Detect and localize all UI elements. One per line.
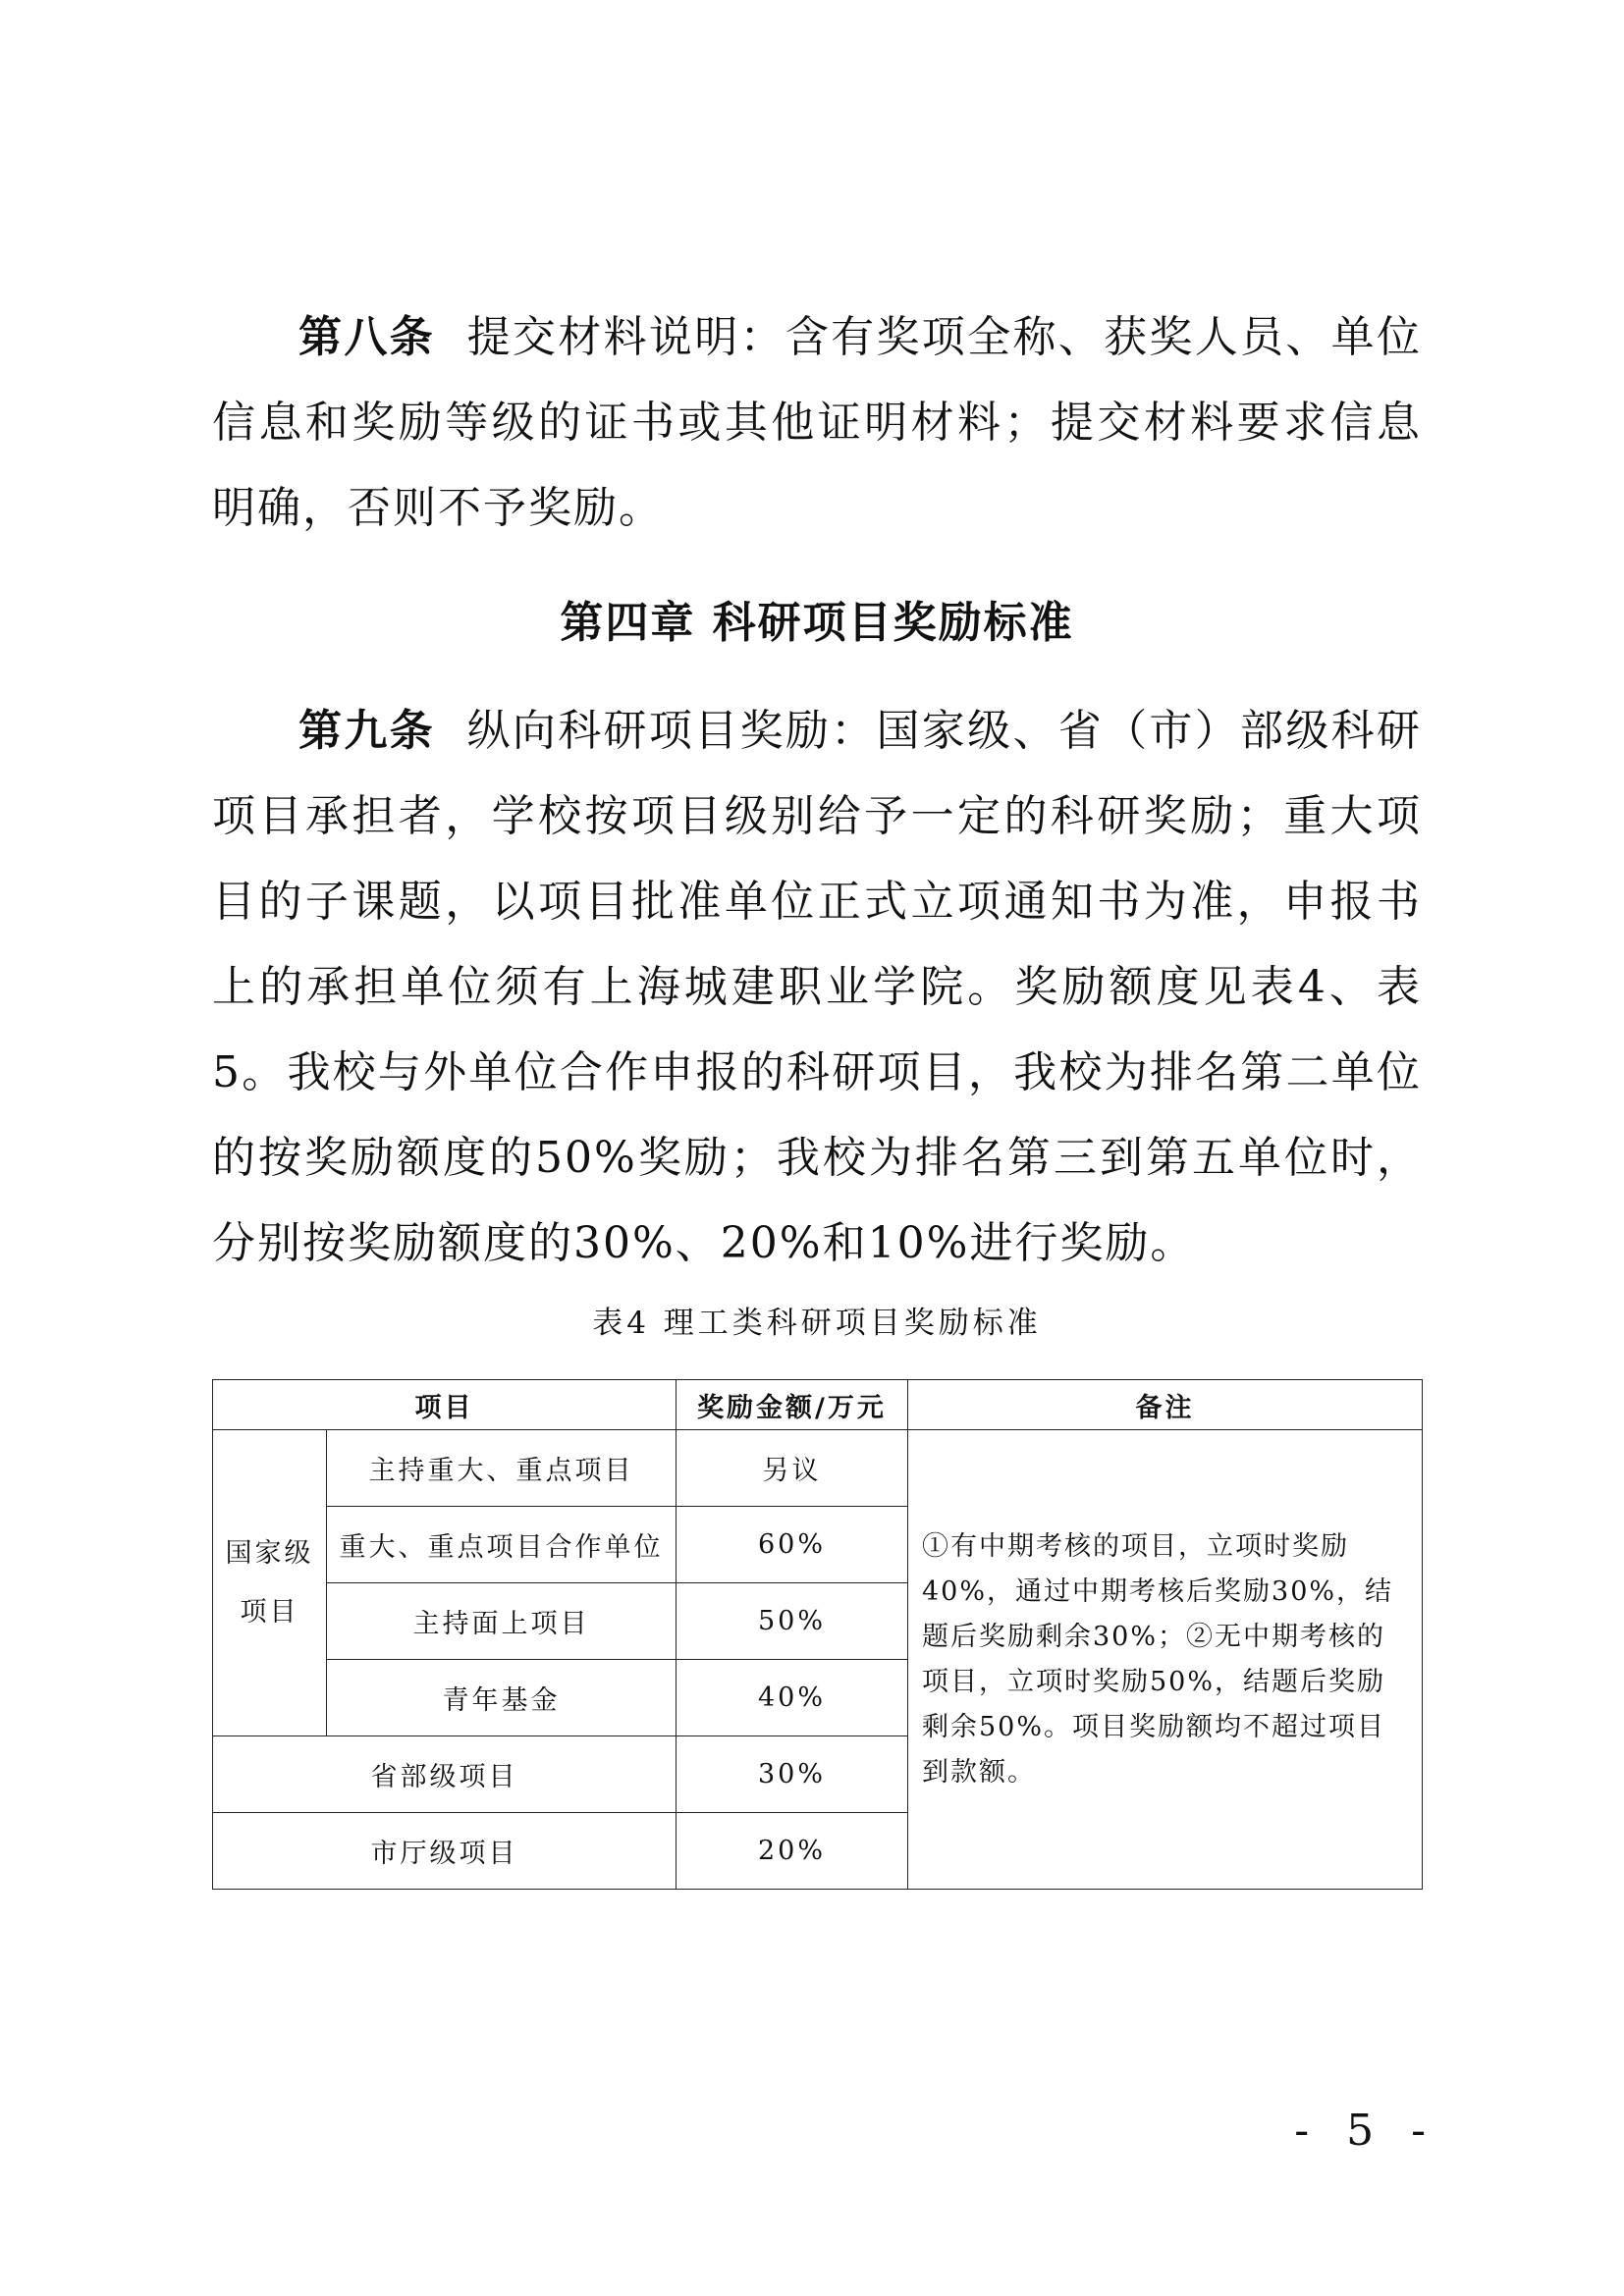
table-header-row <box>213 1380 1423 1430</box>
project-name-cell: 市厅级项目 <box>213 1813 677 1890</box>
project-name-cell: 主持重大、重点项目 <box>327 1430 677 1507</box>
amount-cell: 40% <box>677 1660 908 1736</box>
remark-cell: ①有中期考核的项目，立项时奖励40%，通过中期考核后奖励30%，结题后奖励剩余30%；②无中期考核的项目，立项时奖励50%，结题后奖励剩余50%。项目奖励额均不超过项目到款额。 <box>908 1430 1423 1890</box>
amount-cell: 另议 <box>677 1430 908 1507</box>
header-amount: 奖励金额/万元 <box>677 1380 908 1430</box>
table-row <box>213 1430 1423 1507</box>
national-project-group-cell <box>213 1430 327 1736</box>
article-8-paragraph <box>212 294 1422 551</box>
amount-cell: 50% <box>677 1583 908 1660</box>
header-remark: 备注 <box>908 1380 1423 1430</box>
project-name-cell: 主持面上项目 <box>327 1583 677 1660</box>
amount-cell: 20% <box>677 1813 908 1890</box>
article-9-text: 纵向科研项目奖励：国家级、省（市）部级科研项目承担者，学校按项目级别给予一定的科研奖励；重大项目的子课题，以项目批准单位正式立项通知书为准，申报书上的承担单位须有上海城建职业学院。奖励额度见表4、表5。我校与外单位合作申报的科研项目，我校为排名第二单位的按奖励额度的50%奖励；我校为排名第三到第五单位时，分别按奖励额度的30%、20%和10%进行奖励。 <box>212 706 1423 1268</box>
article-9-paragraph <box>212 688 1422 1286</box>
project-name-cell: 青年基金 <box>327 1660 677 1736</box>
project-name-cell: 省部级项目 <box>213 1736 677 1813</box>
national-group-label-line2: 项目 <box>240 1596 299 1628</box>
table-4-caption: 表4 理工类科研项目奖励标准 <box>592 1306 1042 1341</box>
page-number: - 5 - <box>1294 2106 1437 2156</box>
article-9-lead: 第九条 <box>298 706 435 756</box>
article-8-lead: 第八条 <box>298 312 435 362</box>
amount-cell: 30% <box>677 1736 908 1813</box>
amount-cell: 60% <box>677 1507 908 1583</box>
national-group-label-line1: 国家级 <box>225 1537 314 1569</box>
chapter-title: 第四章 科研项目奖励标准 <box>560 598 1074 648</box>
project-name-cell: 重大、重点项目合作单位 <box>327 1507 677 1583</box>
header-project: 项目 <box>213 1380 677 1430</box>
table-4 <box>212 1379 1423 1890</box>
article-8-text: 提交材料说明：含有奖项全称、获奖人员、单位信息和奖励等级的证书或其他证明材料；提交材料要求信息明确，否则不予奖励。 <box>212 312 1423 533</box>
